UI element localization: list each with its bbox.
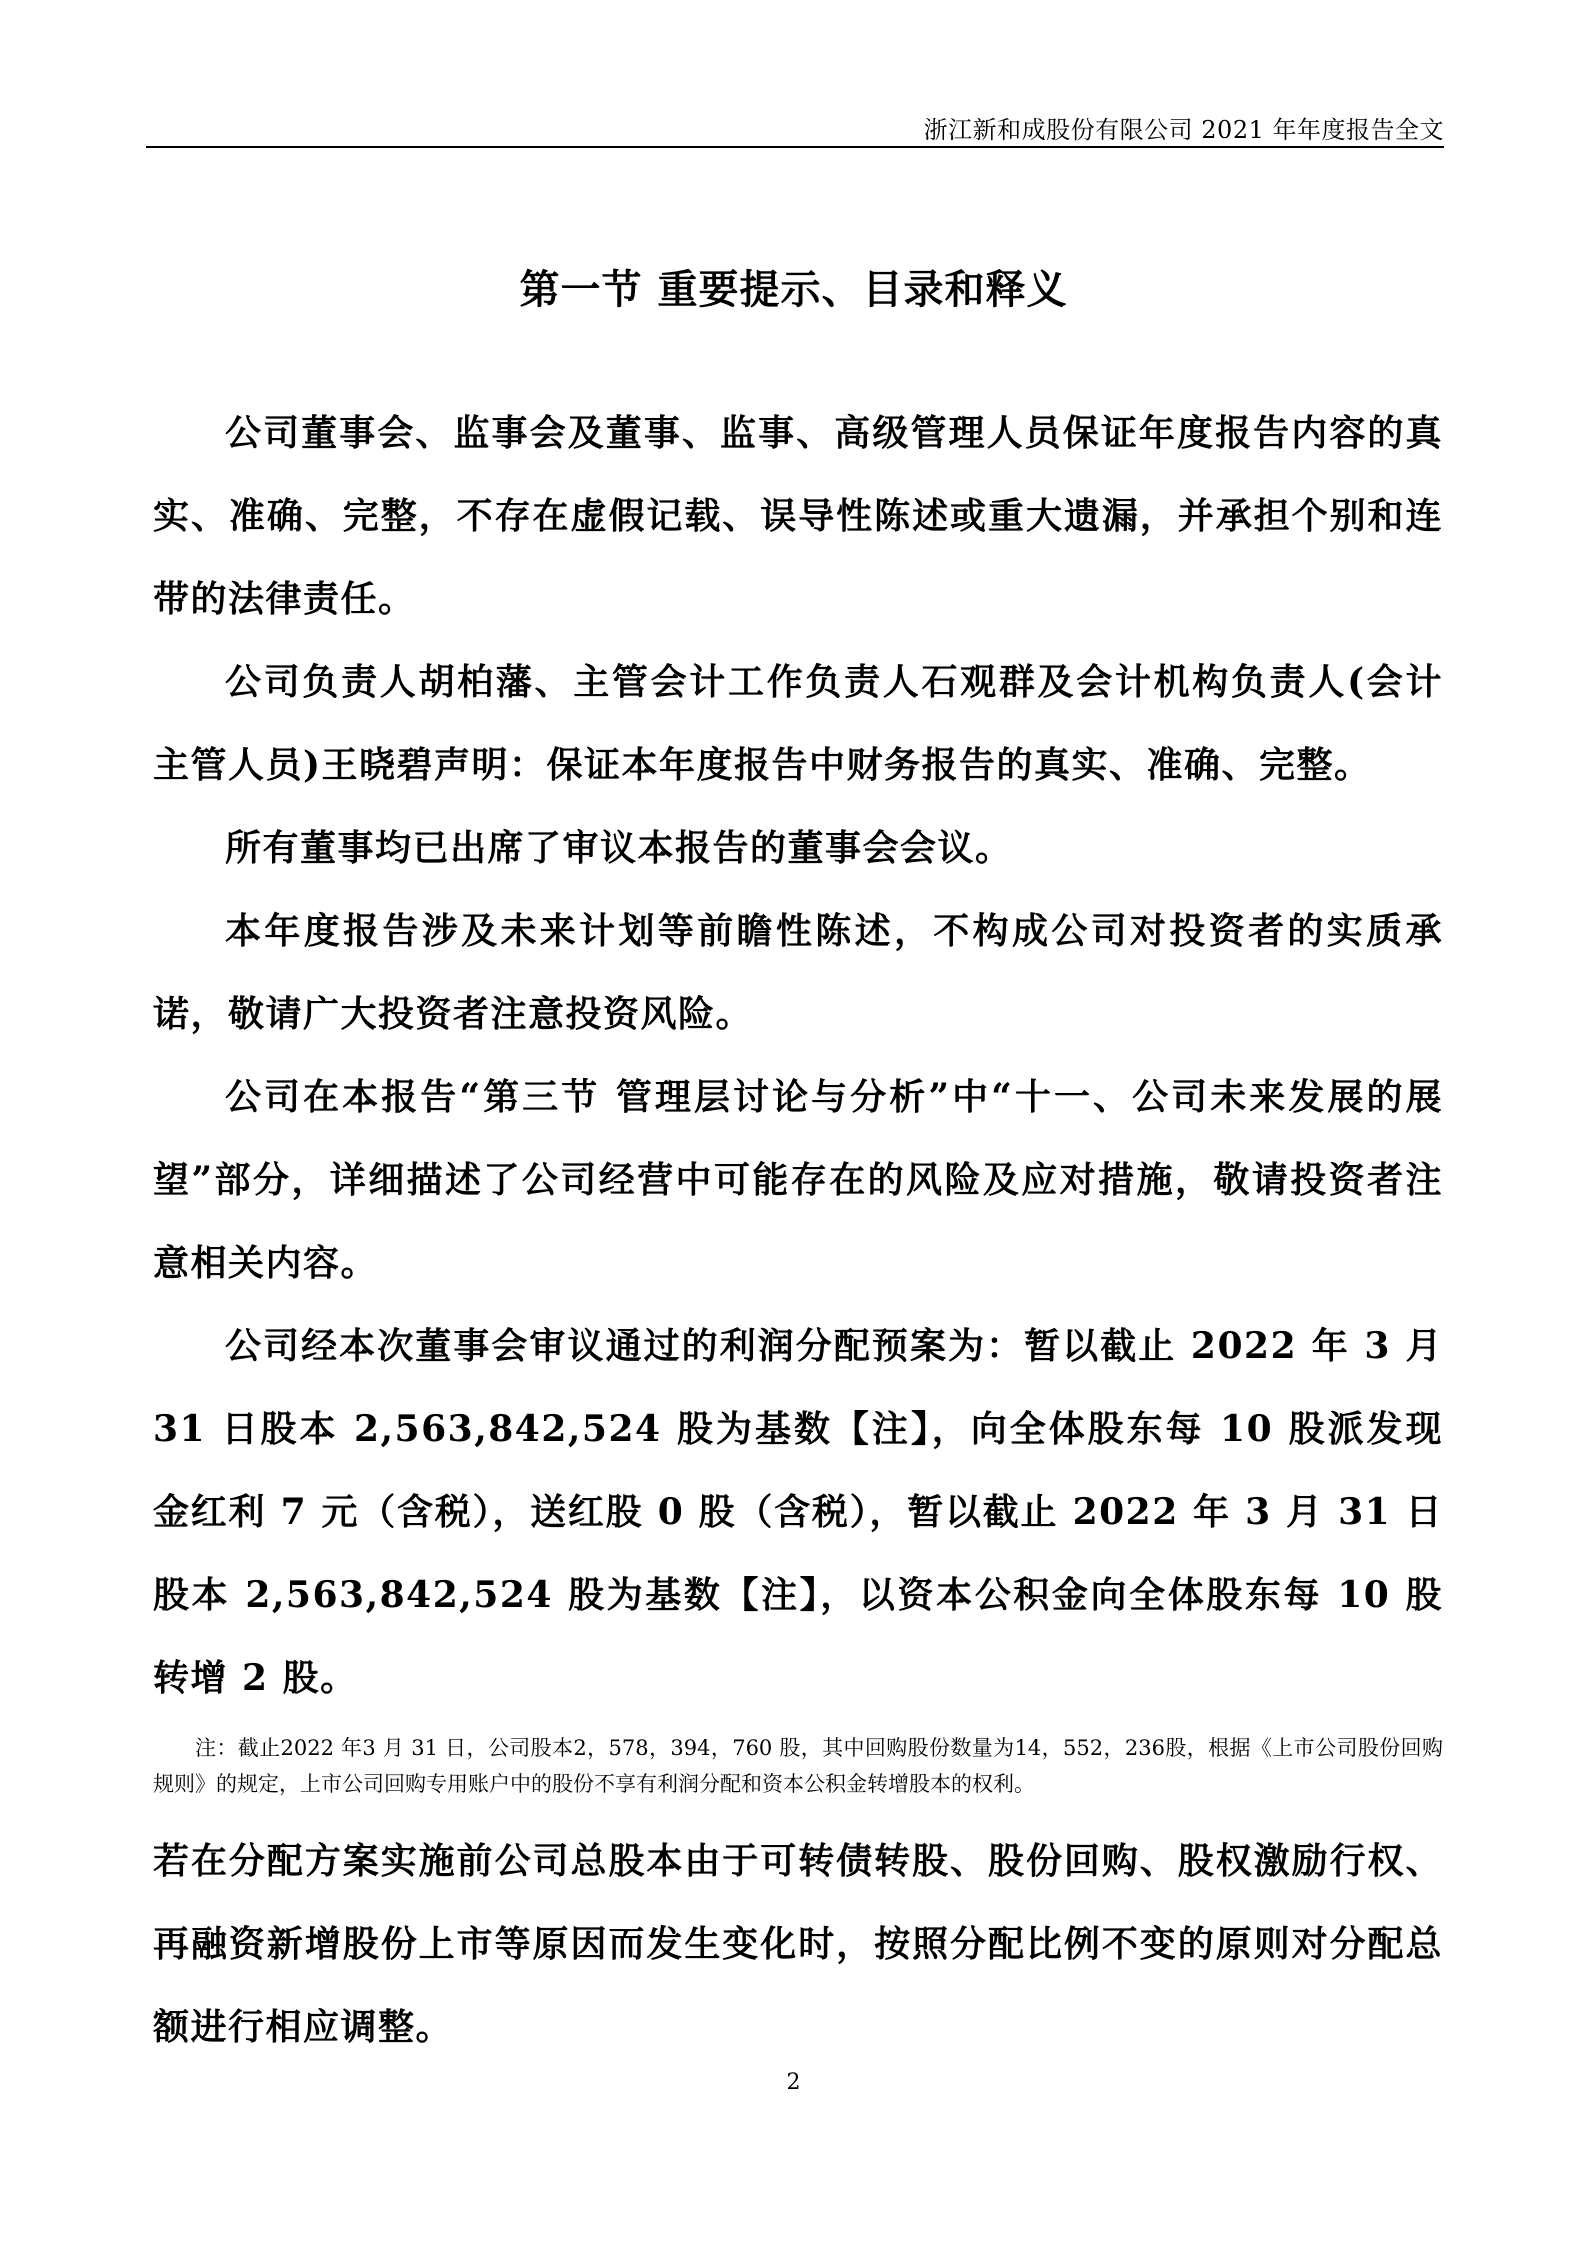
paragraph-responsible-persons: 公司负责人胡柏藩、主管会计工作负责人石观群及会计机构负责人(会计主管人员)王晓碧声明：保证本年度报告中财务报告的真实、准确、完整。: [153, 661, 1443, 786]
paragraph-forward-looking: 本年度报告涉及未来计划等前瞻性陈述，不构成公司对投资者的实质承诺，敬请广大投资者注意投资风险。: [153, 910, 1443, 1035]
header-divider: [146, 146, 1444, 148]
paragraph-profit-distribution: 公司经本次董事会审议通过的利润分配预案为：暂以截止 2022 年 3 月 31 日股本 2,563,842,524 股为基数【注】，向全体股东每 10 股派发现金红利 7 元（含税），送红股 0 股（含税），暂以截止 2022 年 3 月 31 日股本 2,563,842,524 股为基数【注】，以资本公积金向全体股东每 10 股转增 2 股。: [153, 1325, 1443, 1699]
paragraph-directors-attendance: 所有董事均已出席了审议本报告的董事会会议。: [225, 827, 1013, 869]
paragraph-risk-reference: 公司在本报告“第三节 管理层讨论与分析”中“十一、公司未来发展的展望”部分，详细描述了公司经营中可能存在的风险及应对措施，敬请投资者注意相关内容。: [153, 1076, 1443, 1284]
paragraph-board-guarantee: 公司董事会、监事会及董事、监事、高级管理人员保证年度报告内容的真实、准确、完整，不存在虚假记载、误导性陈述或重大遗漏，并承担个别和连带的法律责任。: [153, 412, 1443, 620]
body-text: [153, 392, 1443, 2069]
section-title: 第一节 重要提示、目录和释义: [519, 266, 1068, 313]
paragraph-adjustment: 若在分配方案实施前公司总股本由于可转债转股、股份回购、股权激励行权、再融资新增股份上市等原因而发生变化时，按照分配比例不变的原则对分配总额进行相应调整。: [153, 1840, 1443, 2048]
footnote: 注：截止2022 年3 月 31 日，公司股本2，578，394，760 股，其中回购股份数量为14，552，236股，根据《上市公司股份回购规则》的规定，上市公司回购专用账户中的股份不享有利润分配和资本公积金转增股本的权利。: [153, 1736, 1443, 1796]
page-number: 2: [786, 2070, 801, 2095]
running-header: 浙江新和成股份有限公司 2021 年年度报告全文: [923, 116, 1444, 144]
